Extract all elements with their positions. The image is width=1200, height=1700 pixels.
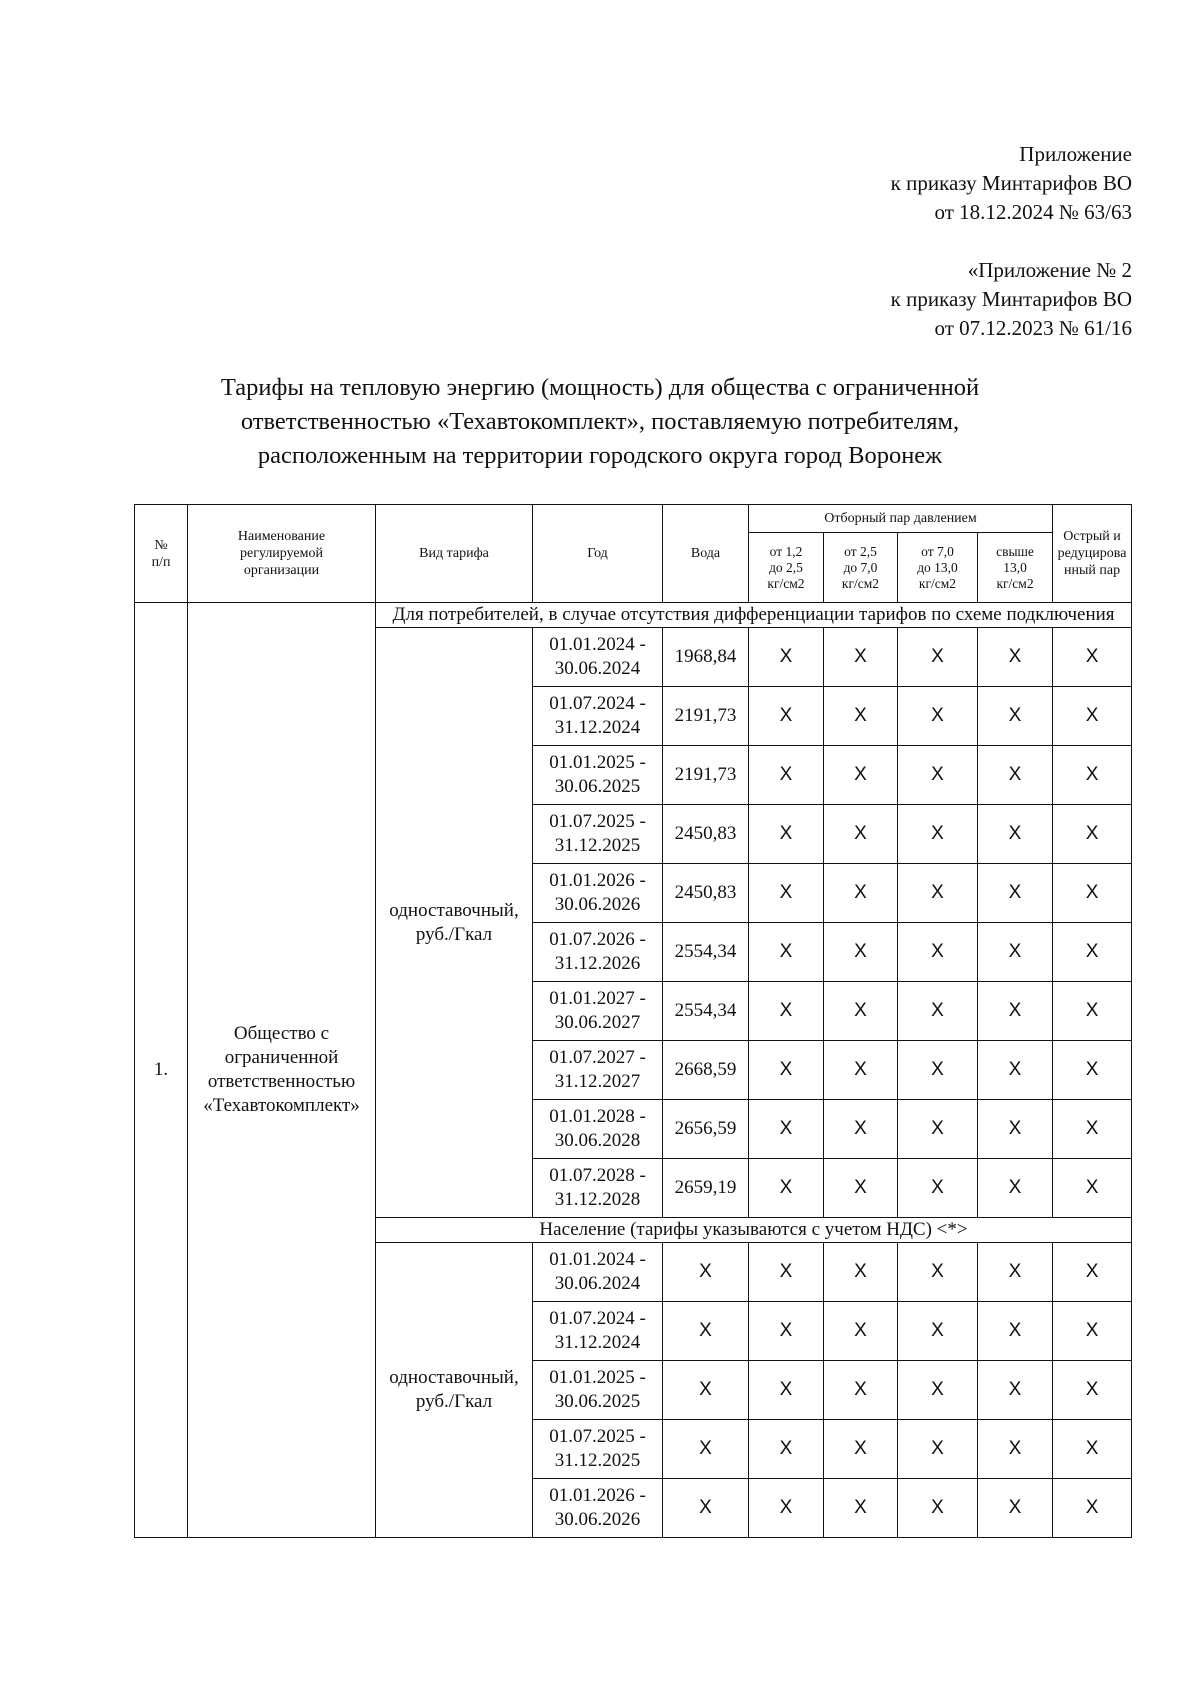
no-value-mark: X xyxy=(749,628,824,687)
no-value-mark: X xyxy=(749,1159,824,1218)
water-tariff-value: 2450,83 xyxy=(663,864,749,923)
no-value-mark: X xyxy=(978,1041,1053,1100)
no-value-mark: X xyxy=(824,982,898,1041)
no-value-mark: X xyxy=(749,1479,824,1538)
no-value-mark: X xyxy=(1053,864,1132,923)
tariff-type: одноставочный, руб./Гкал xyxy=(376,628,533,1218)
no-value-mark: X xyxy=(1053,1041,1132,1100)
no-value-mark: X xyxy=(749,1100,824,1159)
no-value-mark: X xyxy=(978,1243,1053,1302)
no-value-mark: X xyxy=(824,687,898,746)
document-title xyxy=(100,371,1100,473)
header-sharp-steam: Острый и редуцирова нный пар xyxy=(1053,505,1132,603)
water-tariff-value: 2191,73 xyxy=(663,687,749,746)
no-value-mark: X xyxy=(898,687,978,746)
section-row xyxy=(135,603,1132,628)
no-value-mark: X xyxy=(1053,1159,1132,1218)
no-value-mark: X xyxy=(898,982,978,1041)
no-value-mark: X xyxy=(1053,982,1132,1041)
header-year: Год xyxy=(533,505,663,603)
no-value-mark: X xyxy=(1053,1243,1132,1302)
no-value-mark: X xyxy=(749,864,824,923)
header-steam-group: Отборный пар давлением xyxy=(749,505,1053,533)
no-value-mark: X xyxy=(898,923,978,982)
header-steam-3: от 7,0 до 13,0 кг/см2 xyxy=(898,533,978,603)
no-value-mark: X xyxy=(898,1159,978,1218)
water-tariff-value: X xyxy=(663,1361,749,1420)
no-value-mark: X xyxy=(978,1100,1053,1159)
no-value-mark: X xyxy=(1053,1420,1132,1479)
water-tariff-value: X xyxy=(663,1243,749,1302)
water-tariff-value: X xyxy=(663,1302,749,1361)
water-tariff-value: 2659,19 xyxy=(663,1159,749,1218)
no-value-mark: X xyxy=(1053,1361,1132,1420)
title-line: ответственностью «Техавтокомплект», поставляемую потребителям, xyxy=(240,408,960,435)
water-tariff-value: X xyxy=(663,1420,749,1479)
no-value-mark: X xyxy=(1053,687,1132,746)
no-value-mark: X xyxy=(978,687,1053,746)
no-value-mark: X xyxy=(978,746,1053,805)
no-value-mark: X xyxy=(749,805,824,864)
no-value-mark: X xyxy=(824,628,898,687)
period-cell: 01.01.2024 - 30.06.2024 xyxy=(533,628,663,687)
annex-line: от 07.12.2023 № 61/16 xyxy=(934,316,1132,340)
annex-line: к приказу Минтарифов ВО xyxy=(890,287,1132,311)
period-cell: 01.07.2025 - 31.12.2025 xyxy=(533,805,663,864)
annex-reference-1 xyxy=(891,140,1132,227)
water-tariff-value: 1968,84 xyxy=(663,628,749,687)
no-value-mark: X xyxy=(749,1302,824,1361)
no-value-mark: X xyxy=(1053,628,1132,687)
annex-reference-2 xyxy=(891,256,1132,343)
no-value-mark: X xyxy=(978,1159,1053,1218)
period-cell: 01.01.2025 - 30.06.2025 xyxy=(533,746,663,805)
header-steam-1: от 1,2 до 2,5 кг/см2 xyxy=(749,533,824,603)
annex-line: «Приложение № 2 xyxy=(967,258,1132,282)
no-value-mark: X xyxy=(824,1361,898,1420)
no-value-mark: X xyxy=(824,1041,898,1100)
header-water: Вода xyxy=(663,505,749,603)
period-cell: 01.07.2026 - 31.12.2026 xyxy=(533,923,663,982)
no-value-mark: X xyxy=(1053,1100,1132,1159)
header-steam-4: свыше 13,0 кг/см2 xyxy=(978,533,1053,603)
no-value-mark: X xyxy=(898,1361,978,1420)
header-steam-2: от 2,5 до 7,0 кг/см2 xyxy=(824,533,898,603)
water-tariff-value: 2656,59 xyxy=(663,1100,749,1159)
annex-line: Приложение xyxy=(1019,142,1132,166)
no-value-mark: X xyxy=(749,687,824,746)
no-value-mark: X xyxy=(824,1159,898,1218)
no-value-mark: X xyxy=(824,1420,898,1479)
tariff-type: одноставочный, руб./Гкал xyxy=(376,1243,533,1538)
no-value-mark: X xyxy=(978,1420,1053,1479)
organization-name: Общество с ограниченной ответственностью «Техавтокомплект» xyxy=(188,603,376,1538)
no-value-mark: X xyxy=(898,746,978,805)
no-value-mark: X xyxy=(898,864,978,923)
no-value-mark: X xyxy=(749,1243,824,1302)
no-value-mark: X xyxy=(898,1420,978,1479)
no-value-mark: X xyxy=(824,864,898,923)
section-label: Для потребителей, в случае отсутствия дифференциации тарифов по схеме подключения xyxy=(376,603,1132,628)
no-value-mark: X xyxy=(824,923,898,982)
period-cell: 01.01.2028 - 30.06.2028 xyxy=(533,1100,663,1159)
period-cell: 01.07.2024 - 31.12.2024 xyxy=(533,1302,663,1361)
period-cell: 01.07.2027 - 31.12.2027 xyxy=(533,1041,663,1100)
header-number: № п/п xyxy=(135,505,188,603)
table-body xyxy=(135,603,1132,1538)
no-value-mark: X xyxy=(749,1361,824,1420)
tariff-table xyxy=(134,504,1132,1538)
no-value-mark: X xyxy=(898,1243,978,1302)
water-tariff-value: X xyxy=(663,1479,749,1538)
no-value-mark: X xyxy=(898,628,978,687)
no-value-mark: X xyxy=(978,628,1053,687)
no-value-mark: X xyxy=(898,1100,978,1159)
no-value-mark: X xyxy=(1053,923,1132,982)
no-value-mark: X xyxy=(1053,805,1132,864)
no-value-mark: X xyxy=(749,746,824,805)
no-value-mark: X xyxy=(824,1100,898,1159)
header-organization: Наименование регулируемой организации xyxy=(188,505,376,603)
period-cell: 01.01.2026 - 30.06.2026 xyxy=(533,864,663,923)
period-cell: 01.01.2024 - 30.06.2024 xyxy=(533,1243,663,1302)
no-value-mark: X xyxy=(898,1302,978,1361)
no-value-mark: X xyxy=(824,1243,898,1302)
no-value-mark: X xyxy=(1053,746,1132,805)
no-value-mark: X xyxy=(1053,1302,1132,1361)
no-value-mark: X xyxy=(749,1041,824,1100)
no-value-mark: X xyxy=(898,1041,978,1100)
no-value-mark: X xyxy=(824,1302,898,1361)
period-cell: 01.01.2026 - 30.06.2026 xyxy=(533,1479,663,1538)
row-number: 1. xyxy=(135,603,188,1538)
no-value-mark: X xyxy=(978,805,1053,864)
no-value-mark: X xyxy=(978,864,1053,923)
period-cell: 01.07.2025 - 31.12.2025 xyxy=(533,1420,663,1479)
water-tariff-value: 2668,59 xyxy=(663,1041,749,1100)
section-label: Население (тарифы указываются с учетом НДС) <*> xyxy=(376,1218,1132,1243)
annex-line: к приказу Минтарифов ВО xyxy=(890,171,1132,195)
no-value-mark: X xyxy=(749,982,824,1041)
period-cell: 01.01.2027 - 30.06.2027 xyxy=(533,982,663,1041)
no-value-mark: X xyxy=(978,1479,1053,1538)
no-value-mark: X xyxy=(824,805,898,864)
water-tariff-value: 2554,34 xyxy=(663,923,749,982)
no-value-mark: X xyxy=(978,1361,1053,1420)
no-value-mark: X xyxy=(978,923,1053,982)
no-value-mark: X xyxy=(978,982,1053,1041)
no-value-mark: X xyxy=(749,1420,824,1479)
no-value-mark: X xyxy=(898,805,978,864)
period-cell: 01.07.2028 - 31.12.2028 xyxy=(533,1159,663,1218)
annex-line: от 18.12.2024 № 63/63 xyxy=(934,200,1132,224)
no-value-mark: X xyxy=(824,1479,898,1538)
no-value-mark: X xyxy=(978,1302,1053,1361)
no-value-mark: X xyxy=(749,923,824,982)
no-value-mark: X xyxy=(824,746,898,805)
title-line: расположенным на территории городского округа город Воронеж xyxy=(257,442,943,469)
header-tariff-type: Вид тарифа xyxy=(376,505,533,603)
period-cell: 01.01.2025 - 30.06.2025 xyxy=(533,1361,663,1420)
no-value-mark: X xyxy=(898,1479,978,1538)
period-cell: 01.07.2024 - 31.12.2024 xyxy=(533,687,663,746)
title-line: Тарифы на тепловую энергию (мощность) для общества с ограниченной xyxy=(220,374,980,401)
no-value-mark: X xyxy=(1053,1479,1132,1538)
water-tariff-value: 2191,73 xyxy=(663,746,749,805)
water-tariff-value: 2554,34 xyxy=(663,982,749,1041)
water-tariff-value: 2450,83 xyxy=(663,805,749,864)
